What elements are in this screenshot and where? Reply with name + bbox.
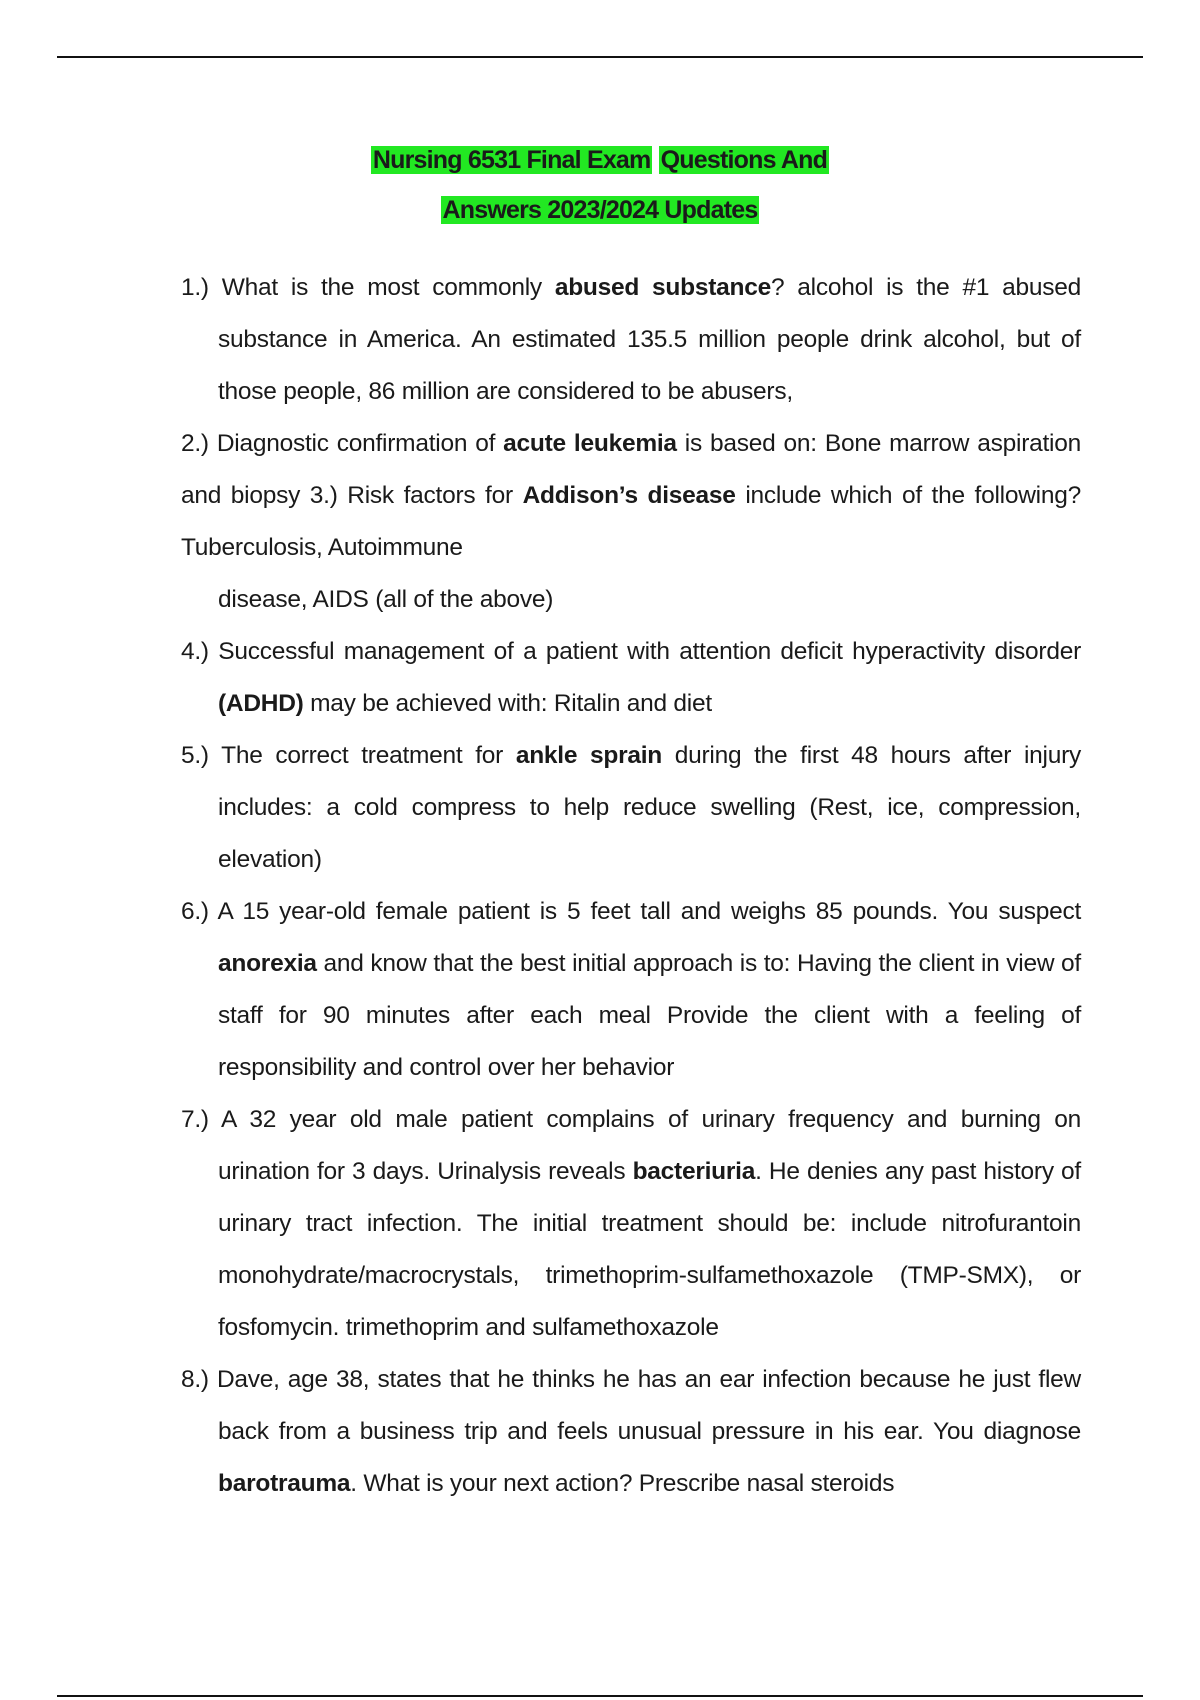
answer-text: during the first 48 hours after injury includes: a cold compress to help reduce swelling (Rest, ice, compression, elevation) xyxy=(218,742,1082,873)
answer-text: . He denies any past history of urinary tract infection. The initial treatment should be: include nitrofurantoin monohydrate/macrocrystals, trimethoprim-sulfamethoxazole (TMP-SMX), or fosfomycin. trimethoprim and sulfamethoxazole xyxy=(218,1158,1081,1341)
question-5 xyxy=(181,730,1081,886)
question-text: 7.) A 32 year old male patient complains of urinary frequency and burning on urination for 3 days. Urinalysis reveals xyxy=(181,1106,1081,1185)
question-keyword: bacteriuria xyxy=(632,1158,756,1185)
question-6 xyxy=(181,886,1081,1094)
question-text: 1.) What is the most commonly xyxy=(181,274,555,301)
question-keyword: (ADHD) xyxy=(218,690,304,717)
question-keyword: ankle sprain xyxy=(515,742,663,769)
question-3-continuation: disease, AIDS (all of the above) xyxy=(218,586,554,613)
footer-rule xyxy=(57,1695,1143,1697)
answer-text: may be achieved with: Ritalin and diet xyxy=(303,690,712,717)
answer-text: ? alcohol is the #1 abused substance in America. An estimated 135.5 million people drink alcohol, but of those people, 86 million are considered to be abusers, xyxy=(218,274,1081,405)
qa-list xyxy=(181,262,1081,1510)
answer-text: is based on: Bone marrow aspiration and biopsy 3.) Risk factors for xyxy=(181,430,1081,509)
answer-text: and know that the best initial approach is to: Having the client in view of staff for 90 minutes after each meal Provide the client with a feeling of responsibility and control over her behavior xyxy=(218,950,1081,1081)
title-highlight-a: Nursing 6531 Final Exam xyxy=(372,146,651,174)
question-keyword: anorexia xyxy=(218,950,317,977)
question-4 xyxy=(181,626,1081,730)
question-1 xyxy=(181,262,1081,418)
question-text: 6.) A 15 year-old female patient is 5 feet tall and weighs 85 pounds. You suspect xyxy=(181,898,1081,925)
question-keyword: abused substance xyxy=(554,274,771,301)
title-highlight-b: Questions And xyxy=(660,146,828,174)
answer-text: . What is your next action? Prescribe nasal steroids xyxy=(350,1470,895,1497)
question-keyword: acute leukemia xyxy=(503,430,677,457)
question-text: 2.) Diagnostic confirmation of xyxy=(181,430,504,457)
question-keyword: barotrauma xyxy=(218,1470,351,1497)
document-title-line-1 xyxy=(0,143,1200,177)
title-highlight-c: Answers 2023/2024 Updates xyxy=(442,196,758,224)
question-text: 4.) Successful management of a patient with attention deficit hyperactivity disorder xyxy=(181,638,1081,665)
question-text: 5.) The correct treatment for xyxy=(181,742,516,769)
header-rule xyxy=(57,56,1143,58)
document-title-line-2 xyxy=(0,193,1200,227)
answer-text: include which of the following? Tuberculosis, Autoimmune xyxy=(181,482,1081,561)
question-7 xyxy=(181,1094,1081,1354)
question-2-3 xyxy=(181,418,1081,574)
question-text: 8.) Dave, age 38, states that he thinks he has an ear infection because he just flew back from a business trip and feels unusual pressure in his ear. You diagnose xyxy=(181,1366,1081,1445)
question-keyword: Addison’s disease xyxy=(522,482,736,509)
question-8 xyxy=(181,1354,1081,1510)
